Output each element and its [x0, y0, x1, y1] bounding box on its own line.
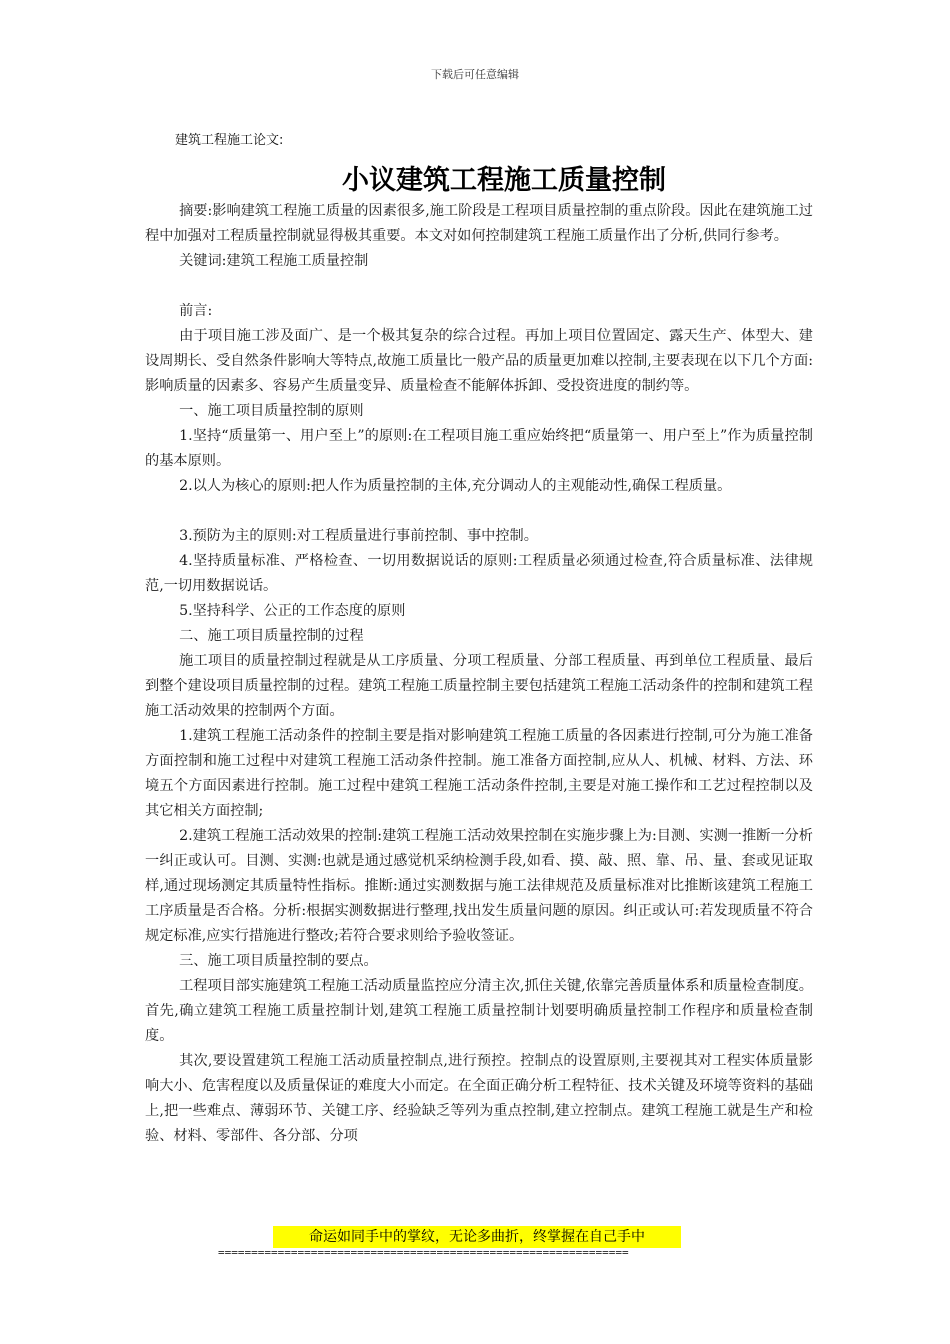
section-heading-2: 二、施工项目质量控制的过程 — [179, 628, 364, 644]
principle-item-3: 3.预防为主的原则:对工程质量进行事前控制、事中控制。 — [179, 528, 538, 544]
blank-line — [145, 274, 813, 299]
header-note: 下载后可任意编辑 — [431, 68, 519, 81]
keypoints-paragraph-2: 其次,要设置建筑工程施工活动质量控制点,进行预控。控制点的设置原则,主要视其对工程实体质量影响大小、危害程度以及质量保证的难度大小而定。在全面正确分析工程特征、技术关键及环境等资料的基础上,把一些难点、薄弱环节、关键工序、经验缺乏等列为重点控制,建立控制点。建筑工程施工就是生产和检验、材料、零部件、各分部、分项 — [145, 1053, 813, 1144]
document-body — [145, 199, 813, 1149]
preface-heading: 前言: — [179, 303, 213, 319]
keywords-paragraph: 关键词:建筑工程施工质量控制 — [179, 253, 369, 269]
footer-banner: 命运如同手中的掌纹，无论多曲折，终掌握在自己手中 — [273, 1226, 681, 1248]
section-heading-3: 三、施工项目质量控制的要点。 — [179, 953, 378, 969]
page-title: 小议建筑工程施工质量控制 — [342, 165, 666, 196]
principle-item-4: 4.坚持质量标准、严格检查、一切用数据说话的原则:工程质量必须通过检查,符合质量标准、法律规范,一切用数据说话。 — [145, 553, 813, 594]
process-item-2: 2.建筑工程施工活动效果的控制:建筑工程施工活动效果控制在实施步骤上为:目测、实测一推断一分析一纠正或认可。目测、实测:也就是通过感觉机采纳检测手段,如看、摸、敲、照、靠、吊、量、套或见证取样,通过现场测定其质量特性指标。推断:通过实测数据与施工法律规范及质量标准对比推断该建筑工程施工工序质量是否合格。分析:根据实测数据进行整理,找出发生质量问题的原因。纠正或认可:若发现质量不符合规定标准,应实行措施进行整改;若符合要求则给予验收签证。 — [145, 828, 813, 944]
principle-item-1: 1.坚持“质量第一、用户至上”的原则:在工程项目施工重应始终把“质量第一、用户至上”作为质量控制的基本原则。 — [145, 428, 813, 469]
process-paragraph: 施工项目的质量控制过程就是从工序质量、分项工程质量、分部工程质量、再到单位工程质量、最后到整个建设项目质量控制的过程。建筑工程施工质量控制主要包括建筑工程施工活动条件的控制和建筑工程施工活动效果的控制两个方面。 — [145, 653, 813, 719]
section-heading-1: 一、施工项目质量控制的原则 — [179, 403, 364, 419]
blank-line — [145, 499, 813, 524]
preface-paragraph: 由于项目施工涉及面广、是一个极其复杂的综合过程。再加上项目位置固定、露天生产、体型大、建设周期长、受自然条件影响大等特点,故施工质量比一般产品的质量更加难以控制,主要表现在以下几个方面:影响质量的因素多、容易产生质量变异、质量检查不能解体拆卸、受投资进度的制约等。 — [145, 328, 813, 394]
footer-divider: ============================================================== — [218, 1246, 629, 1259]
abstract-paragraph: 摘要:影响建筑工程施工质量的因素很多,施工阶段是工程项目质量控制的重点阶段。因此在建筑施工过程中加强对工程质量控制就显得极其重要。本文对如何控制建筑工程施工质量作出了分析,供同行参考。 — [145, 203, 813, 244]
document-category-label: 建筑工程施工论文: — [175, 133, 284, 148]
principle-item-2: 2.以人为核心的原则:把人作为质量控制的主体,充分调动人的主观能动性,确保工程质量。 — [179, 478, 732, 494]
principle-item-5: 5.坚持科学、公正的工作态度的原则 — [179, 603, 406, 619]
process-item-1: 1.建筑工程施工活动条件的控制主要是指对影响建筑工程施工质量的各因素进行控制,可分为施工准备方面控制和施工过程中对建筑工程施工活动条件控制。施工准备方面控制,应从人、机械、材料、方法、环境五个方面因素进行控制。施工过程中建筑工程施工活动条件控制,主要是对施工操作和工艺过程控制以及其它相关方面控制; — [145, 728, 813, 819]
keypoints-paragraph-1: 工程项目部实施建筑工程施工活动质量监控应分清主次,抓住关键,依靠完善质量体系和质量检查制度。首先,确立建筑工程施工质量控制计划,建筑工程施工质量控制计划要明确质量控制工作程序和质量检查制度。 — [145, 978, 813, 1044]
